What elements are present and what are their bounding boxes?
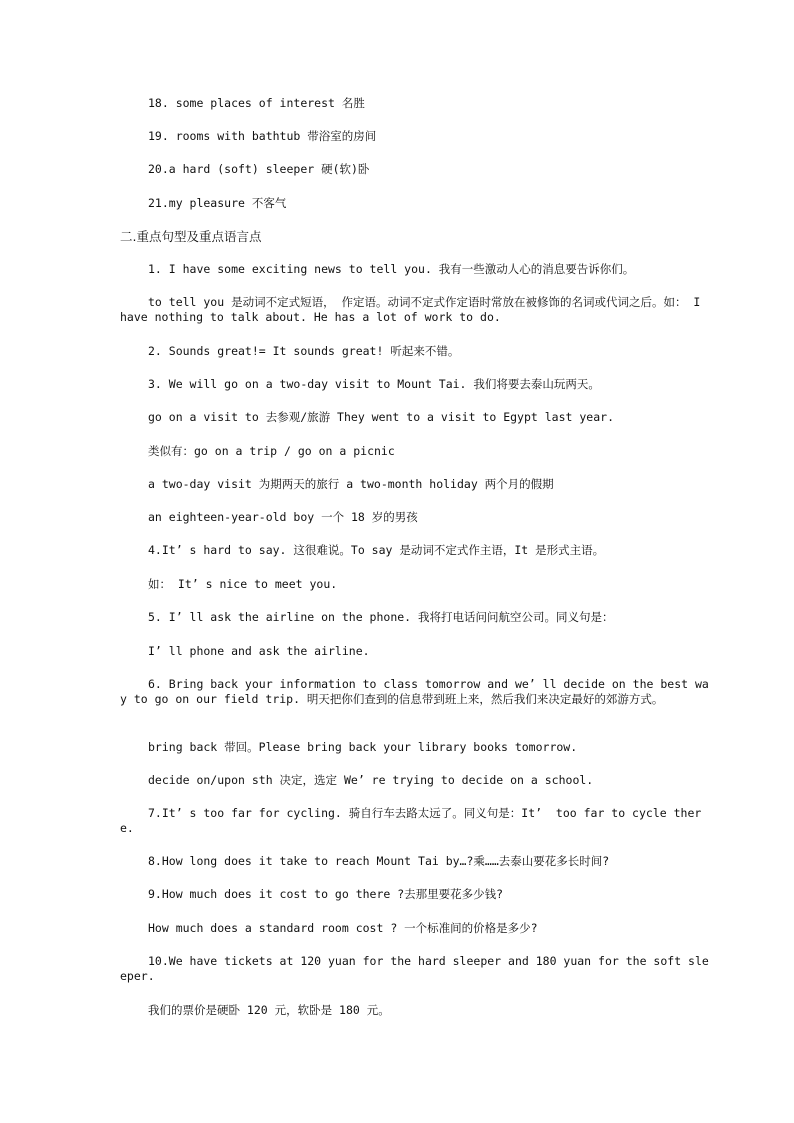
point-line: 8.How long does it take to reach Mount Tai by…?乘……去泰山要花多长时间? bbox=[148, 854, 610, 868]
point-paragraph: 10.We have tickets at 120 yuan for the hard sleeper and 180 yuan for the soft sleeper. bbox=[120, 954, 709, 983]
point-line: I’ ll phone and ask the airline. bbox=[148, 644, 370, 658]
point-line: an eighteen-year-old boy 一个 18 岁的男孩 bbox=[148, 510, 418, 524]
point-paragraph: 6. Bring back your information to class tomorrow and we’ ll decide on the best way to go on our field trip. 明天把你们查到的信息带到班上来，然后我们来决定最好的郊游方式。 bbox=[120, 677, 709, 706]
point-line: 1. I have some exciting news to tell you. 我有一些激动人心的消息要告诉你们。 bbox=[148, 262, 635, 276]
point-line: 5. I’ ll ask the airline on the phone. 我将打电话问问航空公司。同义句是： bbox=[148, 610, 614, 624]
point-line: 9.How much does it cost to go there ?去那里要花多少钱? bbox=[148, 887, 504, 901]
point-line: 如： It’ s nice to meet you. bbox=[148, 577, 338, 591]
section-heading: 二.重点句型及重点语言点 bbox=[120, 229, 262, 244]
vocab-item: 21.my pleasure 不客气 bbox=[148, 196, 287, 210]
point-line: go on a visit to 去参观/旅游 They went to a visit to Egypt last year. bbox=[148, 410, 614, 424]
point-line: 类似有：go on a trip / go on a picnic bbox=[148, 444, 395, 458]
point-line: How much does a standard room cost ? 一个标准间的价格是多少? bbox=[148, 921, 538, 935]
point-line: 3. We will go on a two-day visit to Mount Tai. 我们将要去泰山玩两天。 bbox=[148, 377, 600, 391]
vocab-item: 20.a hard (soft) sleeper 硬(软)卧 bbox=[148, 162, 370, 176]
vocab-item: 18. some places of interest 名胜 bbox=[148, 96, 365, 110]
point-paragraph: 7.It’ s too far for cycling. 骑自行车去路太远了。同义句是：It’ too far to cycle there. bbox=[120, 806, 702, 835]
point-line: decide on/upon sth 决定，选定 We’ re trying to decide on a school. bbox=[148, 773, 594, 787]
vocab-item: 19. rooms with bathtub 带浴室的房间 bbox=[148, 129, 377, 143]
point-line: a two-day visit 为期两天的旅行 a two-month holiday 两个月的假期 bbox=[148, 477, 554, 491]
point-paragraph: to tell you 是动词不定式短语， 作定语。动词不定式作定语时常放在被修饰的名词或代词之后。如： I have nothing to talk about. He has a lot of work to do. bbox=[120, 295, 708, 324]
point-line: 我们的票价是硬卧 120 元，软卧是 180 元。 bbox=[148, 1003, 390, 1017]
point-line: bring back 带回。Please bring back your library books tomorrow. bbox=[148, 740, 578, 754]
point-line: 4.It’ s hard to say. 这很难说。To say 是动词不定式作主语，It 是形式主语。 bbox=[148, 543, 605, 557]
point-line: 2. Sounds great!= It sounds great! 听起来不错。 bbox=[148, 344, 460, 358]
